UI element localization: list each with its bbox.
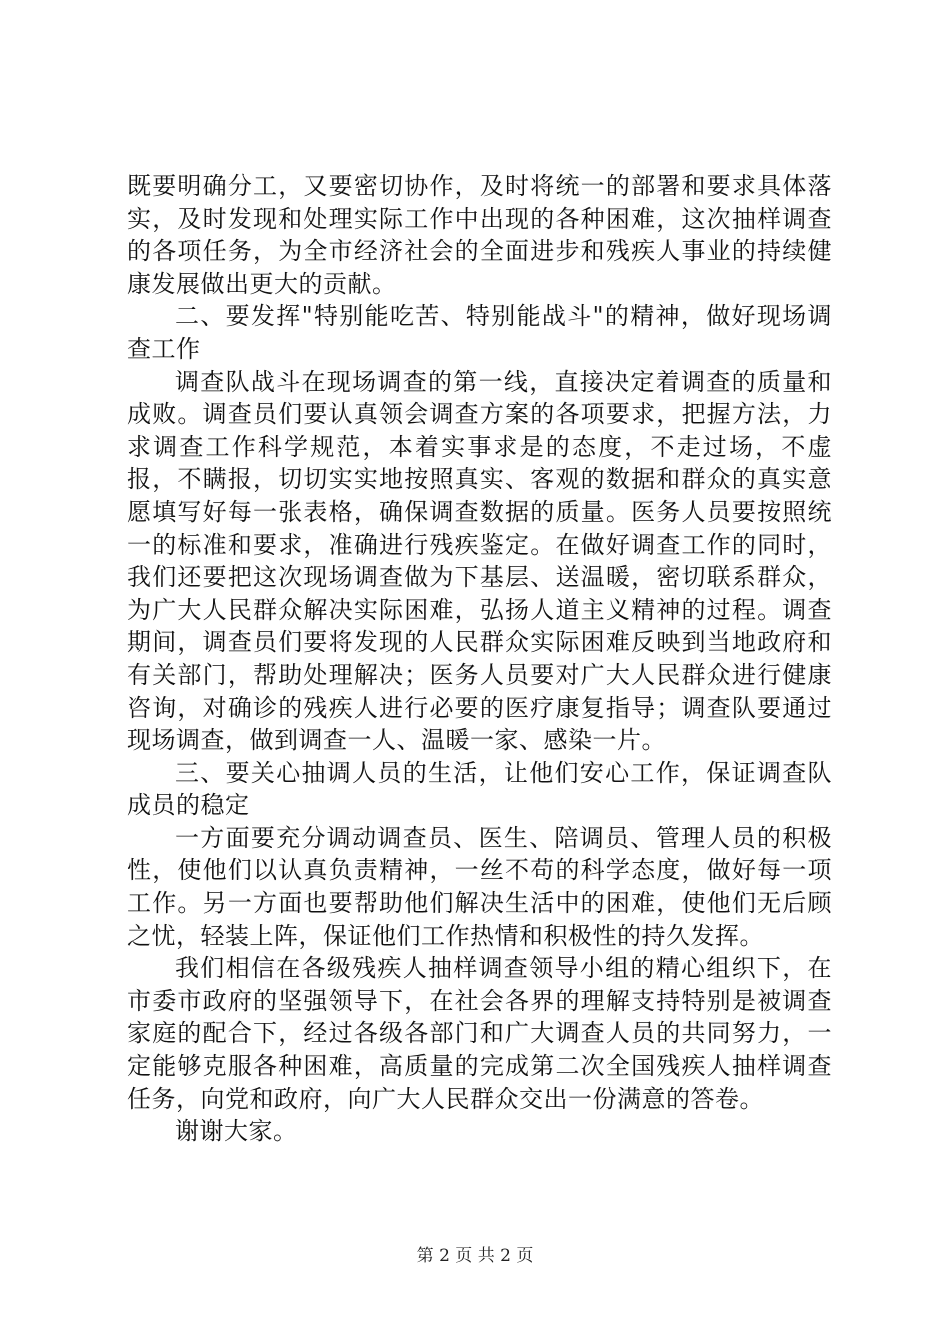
paragraph-continuation: 既要明确分工，又要密切协作，及时将统一的部署和要求具体落实，及时发现和处理实际工作中出现的各种困难，这次抽样调查的各项任务，为全市经济社会的全面进步和残疾人事业的持续健康发展做出更大的贡献。 — [127, 172, 832, 298]
page-number-footer: 第 2 页 共 2 页 — [416, 1246, 534, 1266]
document-body — [127, 170, 832, 1148]
paragraph-field-survey: 调查队战斗在现场调查的第一线，直接决定着调查的质量和成败。调查员们要认真领会调查方案的各项要求，把握方法，力求调查工作科学规范，本着实事求是的态度，不走过场，不虚报，不瞒报，切切实实地按照真实、客观的数据和群众的真实意愿填写好每一张表格，确保调查数据的质量。医务人员要按照统一的标准和要求，准确进行残疾鉴定。在做好调查工作的同时，我们还要把这次现场调查做为下基层、送温暖，密切联系群众，为广大人民群众解决实际困难，弘扬人道主义精神的过程。调查期间，调查员们要将发现的人民群众实际困难反映到当地政府和有关部门，帮助处理解决；医务人员要对广大人民群众进行健康咨询，对确诊的残疾人进行必要的医疗康复指导；调查队要通过现场调查，做到调查一人、温暖一家、感染一片。 — [127, 367, 832, 755]
section-heading-3: 三、要关心抽调人员的生活，让他们安心工作，保证调查队成员的稳定 — [127, 758, 832, 820]
paragraph-thanks: 谢谢大家。 — [175, 1117, 298, 1146]
paragraph-conclusion: 我们相信在各级残疾人抽样调查领导小组的精心组织下，在市委市政府的坚强领导下，在社会各界的理解支持特别是被调查家庭的配合下，经过各级各部门和广大调查人员的共同努力，一定能够克服各种困难，高质量的完成第二次全国残疾人抽样调查任务，向党和政府，向广大人民群众交出一份满意的答卷。 — [127, 954, 832, 1113]
paragraph-staff-care: 一方面要充分调动调查员、医生、陪调员、管理人员的积极性，使他们以认真负责精神，一丝不苟的科学态度，做好每一项工作。另一方面也要帮助他们解决生活中的困难，使他们无后顾之忧，轻装上阵，保证他们工作热情和积极性的持久发挥。 — [127, 823, 832, 950]
section-heading-2: 二、要发挥"特别能吃苦、特别能战斗"的精神，做好现场调查工作 — [127, 302, 832, 363]
